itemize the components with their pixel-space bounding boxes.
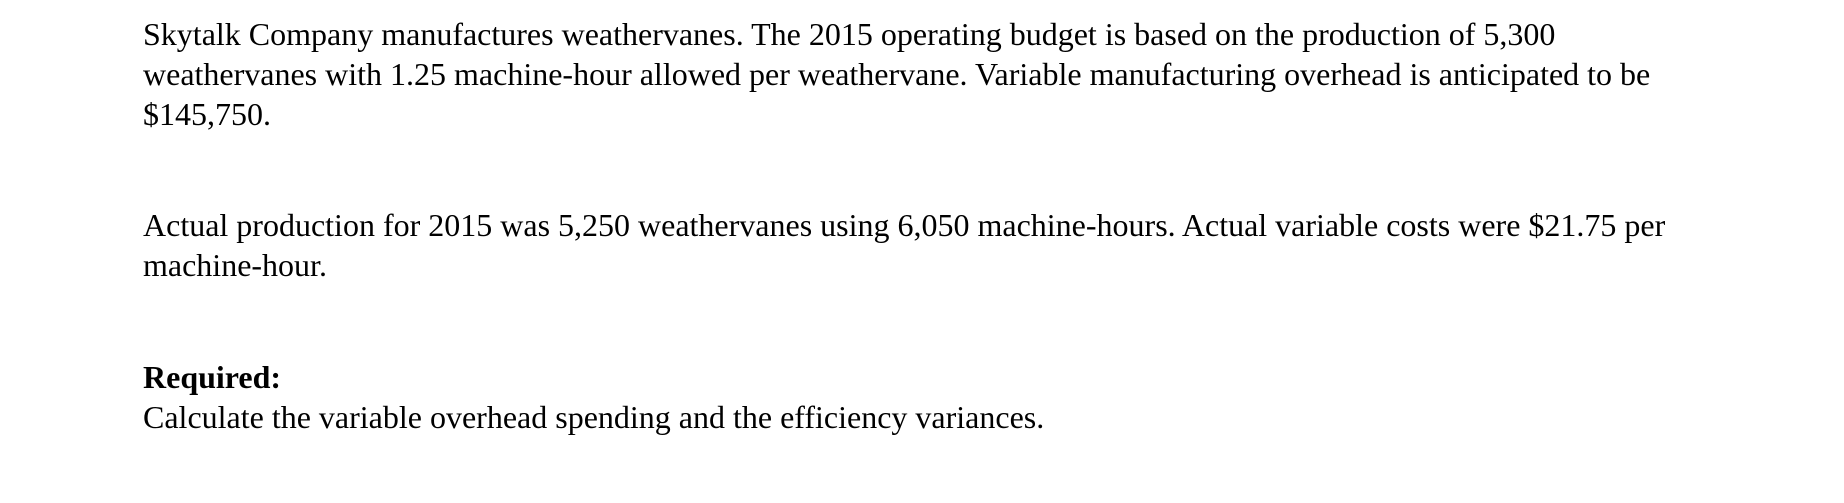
required-instruction: Calculate the variable overhead spending and the efficiency variances. bbox=[143, 399, 1045, 435]
problem-paragraph-actual: Actual production for 2015 was 5,250 weathervanes using 6,050 machine-hours. Actual variable costs were $21.75 per machine-hour. bbox=[143, 207, 1666, 283]
required-heading: Required: bbox=[143, 359, 282, 395]
problem-paragraph-budget: Skytalk Company manufactures weathervanes. The 2015 operating budget is based on the production of 5,300 weathervanes with 1.25 machine-hour allowed per weathervane. Variable manufacturing overhead is anticipated to be $145,750. bbox=[143, 16, 1651, 132]
